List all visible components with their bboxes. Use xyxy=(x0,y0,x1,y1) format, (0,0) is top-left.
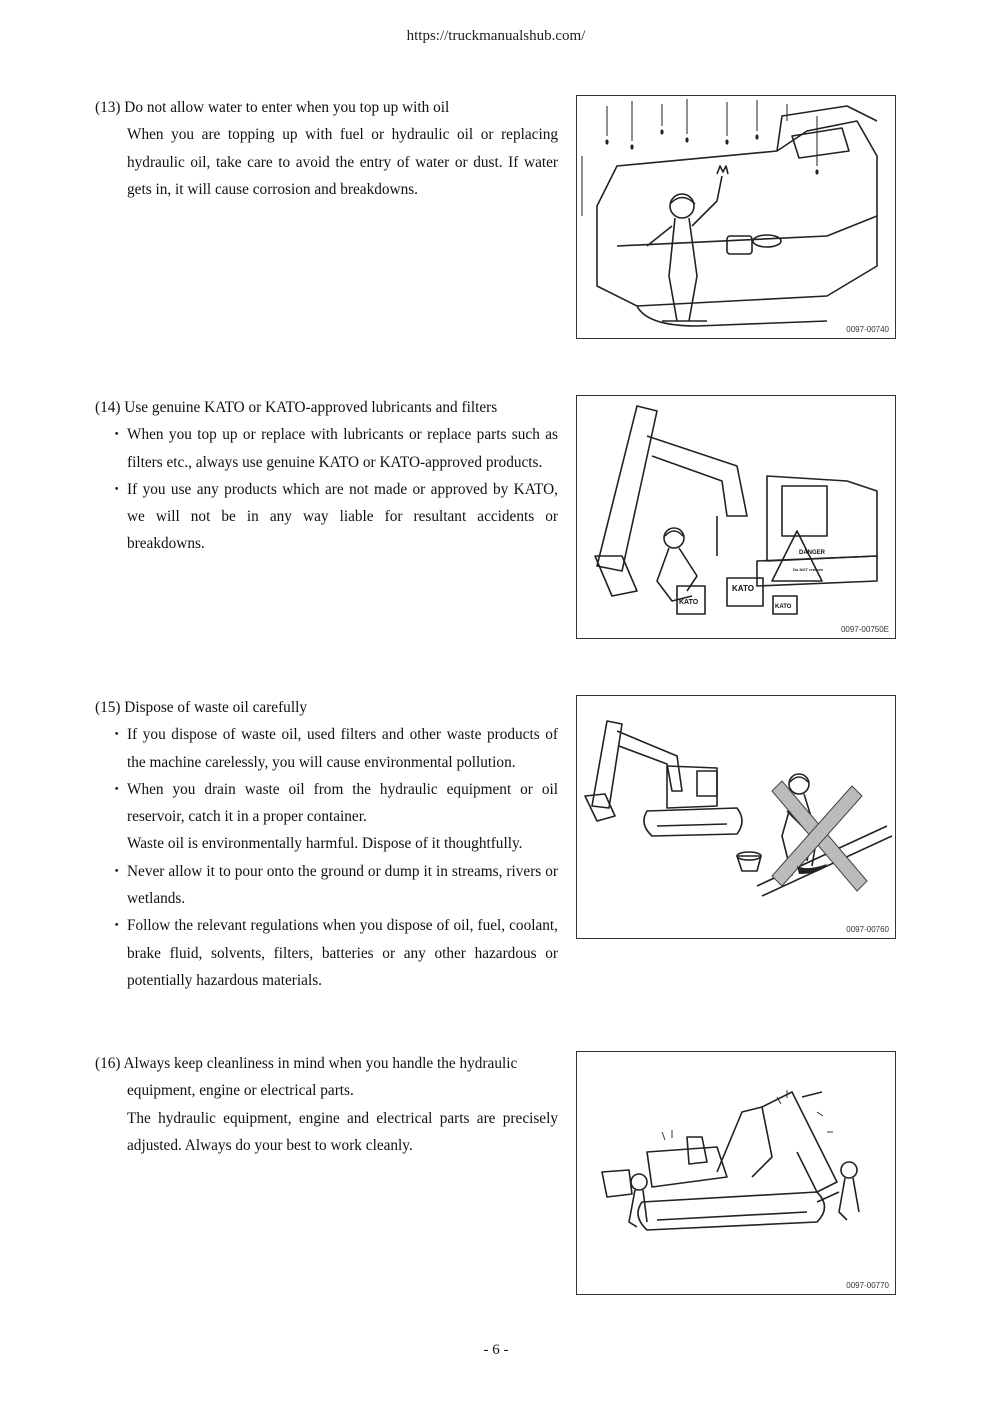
bullet-item xyxy=(109,912,558,994)
bullet-continuation: Waste oil is environmentally harmful. Dispose of it thoughtfully. xyxy=(127,835,523,853)
bullet-item xyxy=(109,421,558,476)
bullet-text: Never allow it to pour onto the ground or dump it in streams, rivers or wetlands. xyxy=(127,862,558,908)
source-url: https://truckmanualshub.com/ xyxy=(406,28,586,44)
figure-code: 0097-00760 xyxy=(846,925,889,934)
figure-code: 0097-00770 xyxy=(846,1281,889,1290)
bullet-dot: ・ xyxy=(109,480,125,498)
bullet-item xyxy=(109,776,558,831)
figure-genuine-lubricants xyxy=(576,395,896,639)
bullet-item xyxy=(109,858,558,913)
section-13 xyxy=(95,94,558,203)
figure-danger-sign: DANGER xyxy=(799,550,826,556)
section-16-paragraph: The hydraulic equipment, engine and electrical parts are precisely adjusted. Always do your best to work cleanly. xyxy=(127,1109,558,1154)
bullet-dot: ・ xyxy=(109,726,125,744)
bullet-dot: ・ xyxy=(109,917,125,935)
section-14-heading: (14) Use genuine KATO or KATO-approved lubricants and filters xyxy=(95,399,498,416)
section-13-paragraph: When you are topping up with fuel or hydraulic oil or replacing hydraulic oil, take care to avoid the entry of water or dust. If water gets in, it will cause corrosion and breakdowns. xyxy=(127,126,558,198)
bullet-text: Follow the relevant regulations when you dispose of oil, fuel, coolant, brake fluid, solvents, filters, batteries or any other hazardous or potentially hazardous materials. xyxy=(127,917,558,989)
illustration-topping-up-oil xyxy=(577,96,896,339)
illustration-waste-oil-disposal xyxy=(577,696,896,939)
section-14 xyxy=(95,394,558,558)
figure-word-kato-1: KATO xyxy=(679,599,699,606)
section-16 xyxy=(95,1050,558,1159)
figure-word-kato-3: KATO xyxy=(775,604,792,610)
figure-word-kato-2: KATO xyxy=(732,584,754,593)
bullet-dot: ・ xyxy=(109,426,125,444)
bullet-item xyxy=(109,476,558,558)
bullet-text: When you drain waste oil from the hydraulic equipment or oil reservoir, catch it in a proper container. xyxy=(127,780,558,826)
figure-cleanliness xyxy=(576,1051,896,1295)
bullet-item xyxy=(109,721,558,776)
bullet-text: If you use any products which are not made or approved by KATO, we will not be in any way liable for resultant accidents or breakdowns. xyxy=(127,480,558,553)
figure-danger-subtext: Do NOT remove xyxy=(793,567,824,572)
section-16-heading: (16) Always keep cleanliness in mind when you handle the hydraulic xyxy=(95,1055,518,1072)
figure-waste-oil xyxy=(576,695,896,939)
illustration-excavator-with-kato-products xyxy=(577,396,896,639)
section-15 xyxy=(95,694,558,994)
section-13-heading: (13) Do not allow water to enter when you top up with oil xyxy=(95,99,450,116)
page-number: - 6 - xyxy=(483,1342,509,1358)
illustration-cleaning-excavator xyxy=(577,1052,896,1295)
figure-code: 0097-00740 xyxy=(846,325,889,334)
bullet-text: If you dispose of waste oil, used filters and other waste products of the machine carelessly, you will cause environmental pollution. xyxy=(127,726,558,771)
figure-water-entry xyxy=(576,95,896,339)
bullet-dot: ・ xyxy=(109,862,125,880)
bullet-dot: ・ xyxy=(109,780,125,798)
bullet-text: When you top up or replace with lubricants or replace parts such as filters etc., always use genuine KATO or KATO-approved products. xyxy=(127,426,558,471)
section-16-heading-continued: equipment, engine or electrical parts. xyxy=(127,1082,354,1100)
section-15-heading: (15) Dispose of waste oil carefully xyxy=(95,699,307,716)
figure-code: 0097-00750E xyxy=(840,625,889,634)
